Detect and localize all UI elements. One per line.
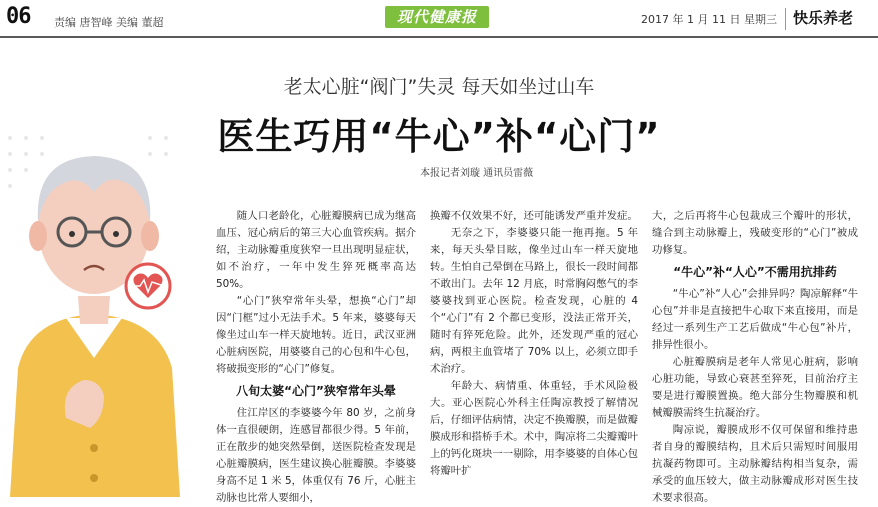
left-ear <box>29 221 47 251</box>
article-paragraph: 陶凉说，瓣膜成形不仅可保留和维持患者自身的瓣膜结构，且术后只需短时间服用抗凝药物即可。主动脉瓣结构相当复杂，需承受的血压较大，做主动脉瓣成形对医生技术要求很高。 <box>652 424 858 504</box>
article-paragraph-continued: 大，之后再将牛心包裁成三个瓣叶的形状，缝合到主动脉瓣上，残破变形的“心门”被成功修复。 <box>652 210 858 256</box>
page-header <box>0 0 878 38</box>
article-title: 医生巧用“牛心”补“心门” <box>217 115 661 158</box>
newspaper-masthead: 现代健康报 <box>385 6 489 28</box>
left-eye <box>69 231 75 237</box>
section-name: 快乐养老 <box>793 9 854 27</box>
page-number: 06 <box>6 4 31 29</box>
article-paragraph: 心脏瓣膜病是老年人常见心脏病，影响心脏功能，导致心衰甚至猝死，目前治疗主要是进行瓣膜置换。绝大部分生物瓣膜和机械瓣膜需终生抗凝治疗。 <box>652 356 858 419</box>
column-heading: 八旬太婆“心门”狭窄常年头晕 <box>236 384 396 398</box>
article-column-3 <box>652 208 858 507</box>
article-paragraph-continued: 换瓣不仅效果不好，还可能诱发严重并发症。 <box>430 210 638 222</box>
header-divider <box>785 8 786 30</box>
article-paragraph: “牛心”补“人心”会排异吗？陶凉解释“牛心包”并非是直接把牛心取下来直接用，而是经过一系列生产工艺后做成“牛心包”补片，排异性很小。 <box>652 288 858 351</box>
article-paragraph: 年龄大、病情重、体重轻，手术风险极大。亚心医院心外科主任陶凉教授了解情况后，仔细评估病情，决定不换瓣膜，而是做瓣膜成形和搭桥手术。术中，陶凉将二尖瓣瓣叶上的钙化斑块一一剔除，用李婆婆的自体心包将瓣叶扩 <box>430 380 638 477</box>
article-paragraph: 住江岸区的李婆婆今年 80 岁，之前身体一直很硬朗，连感冒都很少得。5 年前，正在散步的她突然晕倒，送医院检查发现是心脏瓣膜病，医生建议换心脏瓣膜。李婆婆身高不足 1 米 5，体重仅有 76 斤，心脏主动脉也比常人要细小， <box>216 407 416 504</box>
column-heading: “牛心”补“人心”不需用抗排药 <box>673 265 837 279</box>
article-paragraph: 随人口老龄化，心脏瓣膜病已成为继高血压、冠心病后的第三大心血管疾病。据介绍，主动脉瓣重度狭窄一旦出现明显症状，如不治疗，一年中发生猝死概率高达 50%。 <box>216 210 416 290</box>
article-paragraph: 无奈之下，李婆婆只能一拖再拖。5 年来，每天头晕目眩，像坐过山车一样天旋地转。生怕自己晕倒在马路上，很长一段时间都不敢出门。去年 12 月底，时常胸闷憋气的李婆婆找到亚心医院。检查发现，心脏的 4 个“心门”有 2 个都已变形，没法正常开关，随时有猝死危险。此外，还发现严重的冠心病，两根主血管堵了 70% 以上，必须立即手术治疗。 <box>430 227 638 375</box>
article-column-1 <box>216 208 416 507</box>
article-byline: 本报记者刘璇 通讯员雷薇 <box>420 168 534 179</box>
article-subtitle: 老太心脏“阀门”失灵 每天如坐过山车 <box>283 76 595 98</box>
right-ear <box>141 221 159 251</box>
article-paragraph: “心门”狭窄常年头晕，想换“心门”却因“门框”过小无法手术。5 年来，婆婆每天像坐过山车一样天旋地转。近日，武汉亚洲心脏病医院，用婆婆自己的心包和牛心包，将破损变形的“心门”修复。 <box>216 295 416 375</box>
issue-date: 2017 年 1 月 11 日 星期三 <box>641 13 777 26</box>
elderly-patient-illustration <box>0 118 188 497</box>
right-eye <box>113 231 119 237</box>
neck <box>78 296 110 324</box>
heart-badge <box>126 264 170 308</box>
article-column-2 <box>430 208 638 480</box>
header-rule <box>0 36 878 38</box>
editor-credits: 责编 唐智峰 美编 董超 <box>54 16 164 29</box>
